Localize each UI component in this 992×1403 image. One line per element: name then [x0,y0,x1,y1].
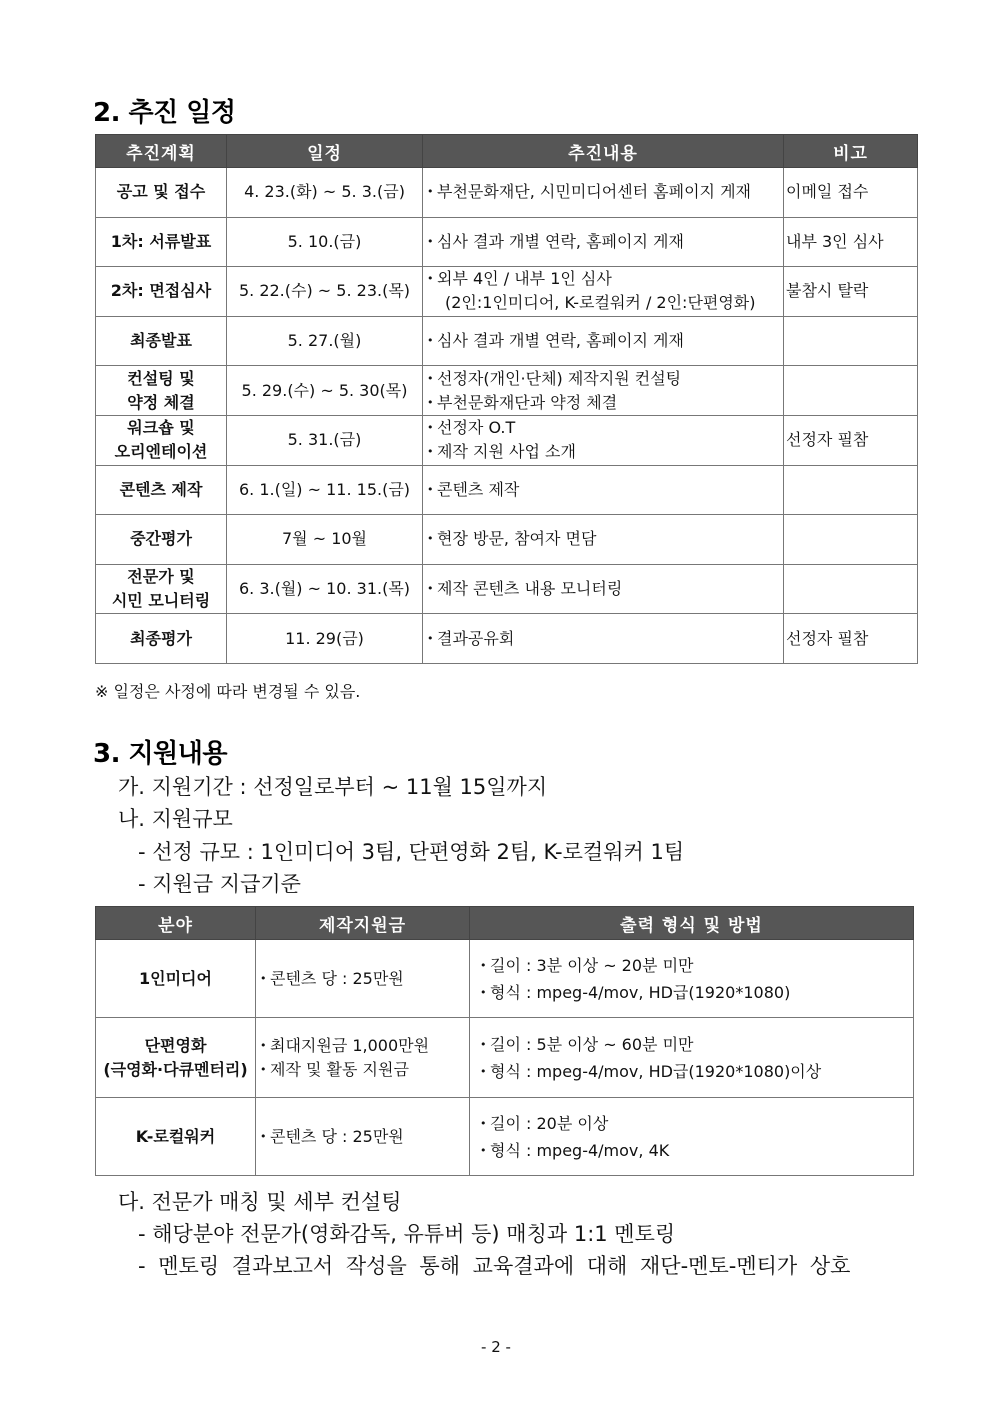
output-bullet: • 형식 : mpeg-4/mov, 4K [480,1137,913,1164]
plan-text: 중간평가 [130,529,192,549]
field-text: K-로컬워커 [135,1126,216,1146]
schedule-note-cell [784,564,918,614]
schedule-row [96,415,918,465]
schedule-plan-cell [96,415,227,465]
plan-text: 최종발표 [130,331,192,351]
schedule-row [96,217,918,267]
content-bullet: • 제작 콘텐츠 내용 모니터링 [427,577,783,601]
schedule-content-cell [423,515,784,565]
plan-text: 시민 모니터링 [111,591,211,611]
header-plan: 추진계획 [96,135,227,168]
support-field-cell [96,940,256,1018]
schedule-row [96,564,918,614]
content-bullet: • 부천문화재단과 약정 체결 [427,391,783,415]
grant-bullet: • 콘텐츠 당 : 25만원 [260,1125,469,1149]
support-output-cell [470,940,914,1018]
schedule-row [96,614,918,664]
support-row [96,1098,914,1176]
content-bullet: • 부천문화재단, 시민미디어센터 홈페이지 게재 [427,180,783,204]
schedule-note-cell [784,515,918,565]
content-bullet: • 현장 방문, 참여자 면담 [427,527,783,551]
schedule-content-cell [423,564,784,614]
output-bullet: • 길이 : 20분 이상 [480,1110,913,1137]
schedule-date-cell: 4. 23.(화) ~ 5. 3.(금) [227,168,423,218]
schedule-date-cell: 5. 22.(수) ~ 5. 23.(목) [227,267,423,317]
field-text: 단편영화 [144,1035,207,1055]
schedule-date-cell: 5. 10.(금) [227,217,423,267]
selection-scale-line: - 선정 규모 : 1인미디어 3팀, 단편영화 2팀, K-로컬워커 1팀 [138,840,685,864]
output-bullet: • 형식 : mpeg-4/mov, HD급(1920*1080)이상 [480,1058,913,1085]
schedule-content-cell [423,217,784,267]
mentoring-line-1: - 해당분야 전문가(영화감독, 유튜버 등) 매칭과 1:1 멘토링 [138,1222,676,1246]
section-3-title: 3. 지원내용 [93,739,227,769]
schedule-note-cell [784,316,918,366]
support-period-line: 가. 지원기간 : 선정일로부터 ~ 11월 15일까지 [118,775,548,799]
grant-bullet: • 콘텐츠 당 : 25만원 [260,967,469,991]
schedule-plan-cell [96,465,227,515]
grant-bullet: • 최대지원금 1,000만원 [260,1034,469,1058]
output-bullet: • 형식 : mpeg-4/mov, HD급(1920*1080) [480,979,913,1006]
plan-text: 콘텐츠 제작 [119,479,203,499]
schedule-date-cell: 6. 3.(월) ~ 10. 31.(목) [227,564,423,614]
plan-text: 공고 및 접수 [116,182,206,202]
content-bullet: • 외부 4인 / 내부 1인 심사 [427,267,783,291]
schedule-row [96,465,918,515]
support-scale-heading: 나. 지원규모 [118,807,233,831]
header-content: 추진내용 [423,135,784,168]
output-bullet: • 길이 : 3분 이상 ~ 20분 미만 [480,952,913,979]
schedule-plan-cell [96,267,227,317]
plan-text: 최종평가 [130,628,192,648]
support-output-cell [470,1018,914,1098]
schedule-date-cell: 5. 31.(금) [227,415,423,465]
content-bullet: • 선정자 O.T [427,416,783,440]
schedule-note-cell [784,366,918,416]
content-bullet: • 선정자(개인·단체) 제작지원 컨설팅 [427,367,783,391]
content-bullet: • 콘텐츠 제작 [427,478,783,502]
schedule-plan-cell [96,614,227,664]
schedule-plan-cell [96,366,227,416]
schedule-note-cell: 선정자 필참 [784,614,918,664]
schedule-content-cell [423,465,784,515]
support-header-row [96,907,914,940]
schedule-content-cell [423,614,784,664]
schedule-date-cell: 6. 1.(일) ~ 11. 15.(금) [227,465,423,515]
plan-text: 1차: 서류발표 [110,231,212,251]
schedule-row [96,316,918,366]
schedule-plan-cell [96,217,227,267]
schedule-note-cell: 선정자 필참 [784,415,918,465]
support-grant-cell [256,1098,470,1176]
schedule-date-cell: 5. 29.(수) ~ 5. 30(목) [227,366,423,416]
schedule-date-cell: 7월 ~ 10월 [227,515,423,565]
schedule-row [96,515,918,565]
header-output: 출력 형식 및 방법 [470,907,914,940]
header-note: 비고 [784,135,918,168]
content-bullet: • 심사 결과 개별 연락, 홈페이지 게재 [427,230,783,254]
header-grant: 제작지원금 [256,907,470,940]
schedule-plan-cell [96,316,227,366]
mentoring-line-2: - 멘토링 결과보고서 작성을 통해 교육결과에 대해 재단-멘토-멘티가 상호 [138,1254,851,1278]
schedule-row [96,267,918,317]
section-2-title: 2. 추진 일정 [93,98,236,128]
support-grant-cell [256,940,470,1018]
support-grant-cell [256,1018,470,1098]
header-date: 일정 [227,135,423,168]
support-field-cell [96,1018,256,1098]
schedule-date-cell: 5. 27.(월) [227,316,423,366]
page-number: - 2 - [481,1338,511,1356]
plan-text: 2차: 면접심사 [110,281,212,301]
schedule-content-cell [423,267,784,317]
schedule-table [95,134,918,664]
schedule-content-cell [423,415,784,465]
schedule-content-cell [423,366,784,416]
header-field: 분야 [96,907,256,940]
schedule-footnote: ※ 일정은 사정에 따라 변경될 수 있음. [95,682,361,701]
plan-text: 워크숍 및 [127,418,195,438]
field-text: (극영화·다큐멘터리) [103,1059,248,1079]
schedule-plan-cell [96,564,227,614]
plan-text: 약정 체결 [127,392,195,412]
mentoring-heading: 다. 전문가 매칭 및 세부 컨설팅 [118,1190,402,1214]
schedule-header-row [96,135,918,168]
schedule-note-cell: 내부 3인 심사 [784,217,918,267]
schedule-note-cell: 이메일 접수 [784,168,918,218]
schedule-note-cell: 불참시 탈락 [784,267,918,317]
support-row [96,1018,914,1098]
grant-criteria-line: - 지원금 지급기준 [138,872,301,896]
content-bullet: • 심사 결과 개별 연락, 홈페이지 게재 [427,329,783,353]
content-bullet: • 결과공유회 [427,627,783,651]
content-bullet: • 제작 지원 사업 소개 [427,440,783,464]
schedule-date-cell: 11. 29(금) [227,614,423,664]
content-continuation: (2인:1인미디어, K-로컬워커 / 2인:단편영화) [445,293,756,313]
output-bullet: • 길이 : 5분 이상 ~ 60분 미만 [480,1031,913,1058]
support-field-cell [96,1098,256,1176]
field-text: 1인미디어 [139,968,212,988]
grant-bullet: • 제작 및 활동 지원금 [260,1058,469,1082]
schedule-note-cell [784,465,918,515]
plan-text: 오리엔테이션 [114,442,208,462]
support-table [95,906,914,1176]
schedule-content-cell [423,168,784,218]
schedule-row [96,366,918,416]
schedule-plan-cell [96,168,227,218]
plan-text: 전문가 및 [127,567,195,587]
schedule-row [96,168,918,218]
plan-text: 컨설팅 및 [127,368,195,388]
support-row [96,940,914,1018]
support-output-cell [470,1098,914,1176]
schedule-plan-cell [96,515,227,565]
schedule-content-cell [423,316,784,366]
